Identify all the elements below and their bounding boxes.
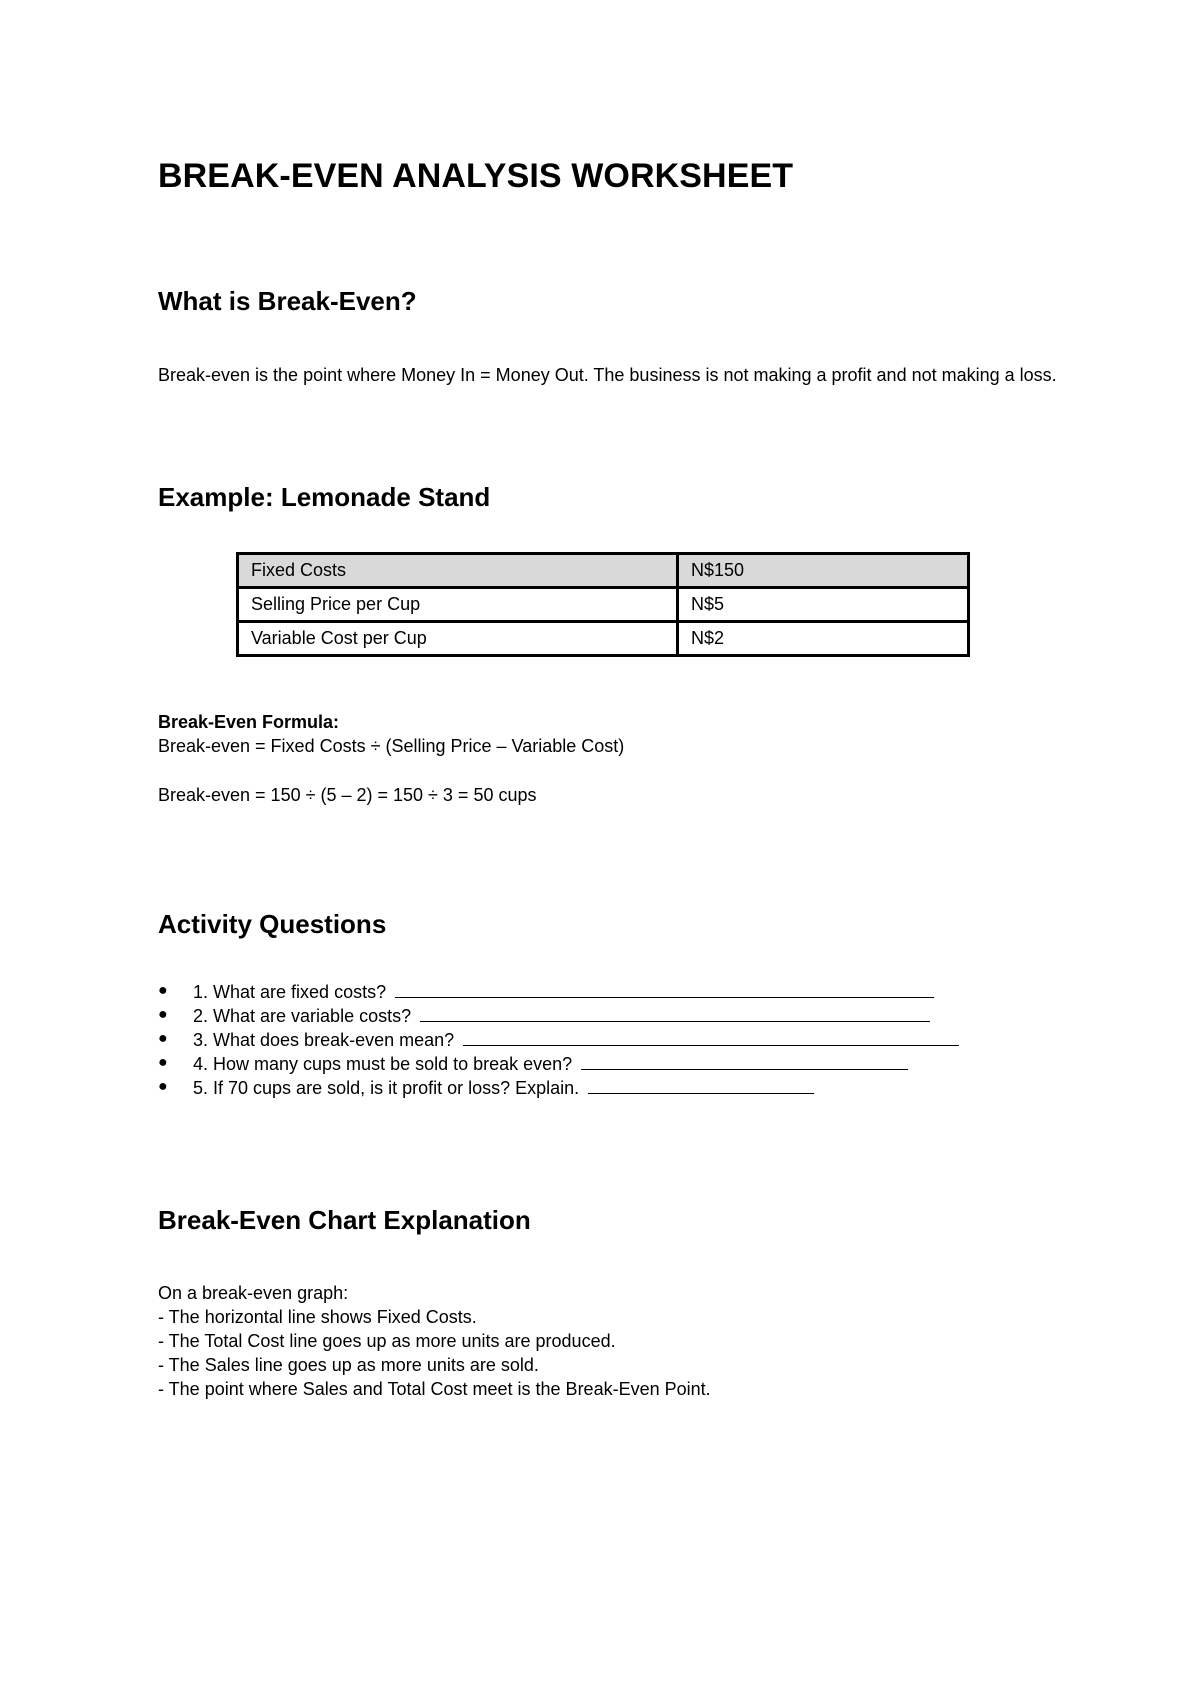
formula-label: Break-Even Formula:: [158, 712, 340, 732]
chart-intro: On a break-even graph:: [158, 1283, 349, 1303]
lemonade-cost-table: [236, 552, 970, 657]
formula-text: Break-even = Fixed Costs ÷ (Selling Price – Variable Cost): [158, 736, 625, 756]
example-heading: Example: Lemonade Stand: [158, 482, 491, 512]
question-text: 4. How many cups must be sold to break even?: [193, 1054, 573, 1074]
list-item: [158, 1003, 1058, 1027]
bullet-icon: ●: [158, 982, 168, 999]
table-row: [238, 622, 969, 656]
bullet-icon: ●: [158, 1006, 168, 1023]
answer-line[interactable]: [581, 1051, 908, 1070]
table-row: [238, 588, 969, 622]
answer-line[interactable]: [588, 1075, 814, 1094]
table-cell-value: N$150: [678, 554, 969, 588]
list-item: [158, 1051, 1058, 1075]
activity-questions-heading: Activity Questions: [158, 909, 387, 939]
table-cell-value: N$5: [678, 588, 969, 622]
bullet-icon: ●: [158, 1030, 168, 1047]
bullet-icon: ●: [158, 1054, 168, 1071]
answer-line[interactable]: [463, 1027, 959, 1046]
table-row: [238, 554, 969, 588]
what-is-break-even-heading: What is Break-Even?: [158, 286, 417, 316]
answer-line[interactable]: [395, 979, 934, 998]
answer-line[interactable]: [420, 1003, 930, 1022]
chart-line: - The point where Sales and Total Cost meet is the Break-Even Point.: [158, 1379, 711, 1399]
question-text: 1. What are fixed costs?: [193, 982, 387, 1002]
question-text: 2. What are variable costs?: [193, 1006, 412, 1026]
chart-explanation-text: [158, 1281, 1058, 1401]
table-cell-label: Fixed Costs: [238, 554, 678, 588]
activity-questions-list: [158, 979, 1058, 1099]
page-title: BREAK-EVEN ANALYSIS WORKSHEET: [158, 157, 794, 195]
list-item: [158, 1075, 1058, 1099]
chart-explanation-heading: Break-Even Chart Explanation: [158, 1205, 531, 1235]
formula-calculation: Break-even = 150 ÷ (5 – 2) = 150 ÷ 3 = 50 cups: [158, 785, 537, 805]
list-item: [158, 979, 1058, 1003]
chart-line: - The horizontal line shows Fixed Costs.: [158, 1307, 477, 1327]
question-text: 3. What does break-even mean?: [193, 1030, 455, 1050]
break-even-definition: Break-even is the point where Money In = Money Out. The business is not making a profit and not making a loss.: [158, 365, 1057, 385]
formula-block: [158, 710, 1058, 758]
table-cell-label: Selling Price per Cup: [238, 588, 678, 622]
question-text: 5. If 70 cups are sold, is it profit or loss? Explain.: [193, 1078, 580, 1098]
chart-line: - The Total Cost line goes up as more units are produced.: [158, 1331, 616, 1351]
table-cell-value: N$2: [678, 622, 969, 656]
bullet-icon: ●: [158, 1078, 168, 1095]
list-item: [158, 1027, 1058, 1051]
chart-line: - The Sales line goes up as more units are sold.: [158, 1355, 539, 1375]
table-cell-label: Variable Cost per Cup: [238, 622, 678, 656]
